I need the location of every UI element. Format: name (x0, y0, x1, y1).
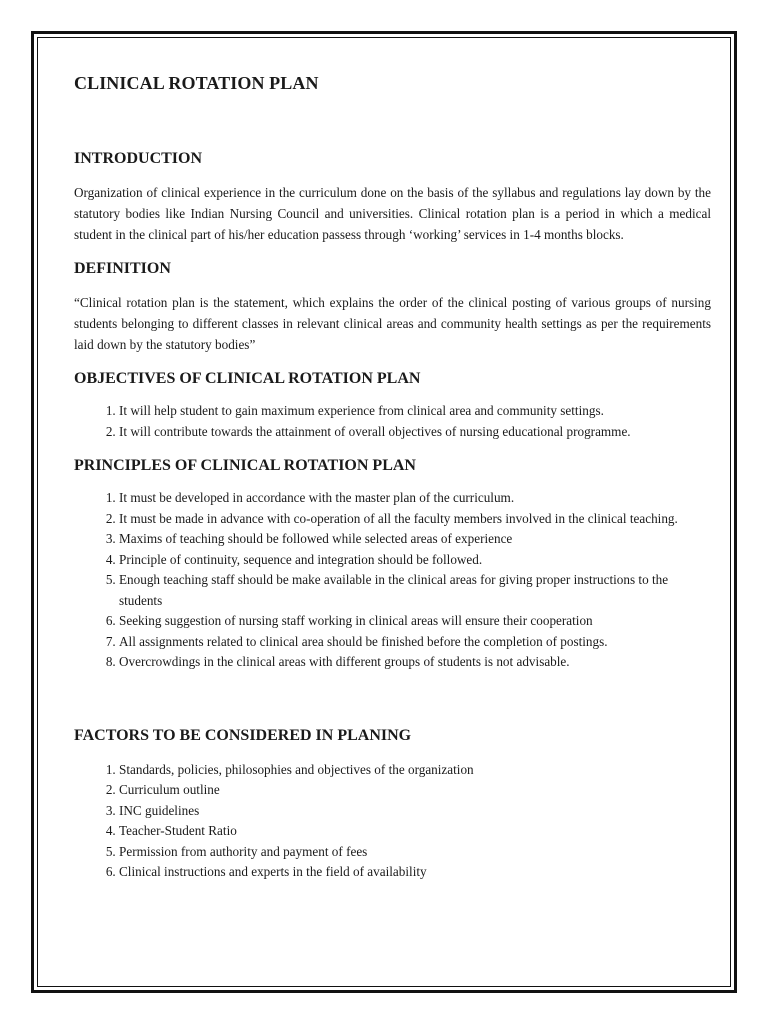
list-item: 3. INC guidelines (119, 801, 711, 822)
list-item: 1. Standards, policies, philosophies and objectives of the organization (119, 760, 711, 781)
list-item: 4. Teacher-Student Ratio (119, 821, 711, 842)
definition-heading: DEFINITION (74, 260, 171, 277)
principles-section (74, 455, 711, 673)
document-title: CLINICAL ROTATION PLAN (74, 73, 319, 93)
list-item: 6. Seeking suggestion of nursing staff working in clinical areas will ensure their cooperation (119, 611, 711, 632)
factors-section (74, 725, 711, 883)
factors-list (74, 760, 711, 883)
introduction-heading: INTRODUCTION (74, 150, 203, 167)
list-item: 2. It must be made in advance with co-operation of all the faculty members involved in the clinical teaching. (119, 509, 711, 530)
definition-text: “Clinical rotation plan is the statement, which explains the order of the clinical posting of various groups of nursing students belonging to different classes in relevant clinical areas and community health settings as per the requirements laid down by the statutory bodies” (74, 295, 711, 352)
list-item: 7. All assignments related to clinical area should be finished before the completion of postings. (119, 632, 711, 653)
list-item: 5. Permission from authority and payment of fees (119, 842, 711, 863)
principles-heading: PRINCIPLES OF CLINICAL ROTATION PLAN (74, 457, 416, 474)
objectives-heading: OBJECTIVES OF CLINICAL ROTATION PLAN (74, 370, 421, 387)
list-item: 3. Maxims of teaching should be followed while selected areas of experience (119, 529, 711, 550)
list-item: 1. It must be developed in accordance with the master plan of the curriculum. (119, 488, 711, 509)
list-item: 2. It will contribute towards the attainment of overall objectives of nursing educational programme. (119, 422, 711, 443)
list-item: 2. Curriculum outline (119, 780, 711, 801)
list-item: 6. Clinical instructions and experts in the field of availability (119, 862, 711, 883)
principles-list (74, 488, 711, 673)
list-item: 8. Overcrowdings in the clinical areas with different groups of students is not advisable. (119, 652, 711, 673)
factors-heading: FACTORS TO BE CONSIDERED IN PLANING (74, 726, 412, 744)
objectives-list (74, 401, 711, 442)
objectives-section (74, 368, 711, 442)
introduction-section (74, 148, 711, 245)
list-item: 5. Enough teaching staff should be make available in the clinical areas for giving proper instructions to the students (119, 570, 711, 611)
document-content (74, 70, 711, 883)
list-item: 1. It will help student to gain maximum experience from clinical area and community settings. (119, 401, 711, 422)
definition-section (74, 258, 711, 355)
introduction-text: Organization of clinical experience in the curriculum done on the basis of the syllabus and regulations lay down by the statutory bodies like Indian Nursing Council and universities. Clinical rotation plan is a period in which a medical student in the clinical part of his/her education passess through ‘working’ services in 1-4 months blocks. (74, 185, 711, 242)
list-item: 4. Principle of continuity, sequence and integration should be followed. (119, 550, 711, 571)
